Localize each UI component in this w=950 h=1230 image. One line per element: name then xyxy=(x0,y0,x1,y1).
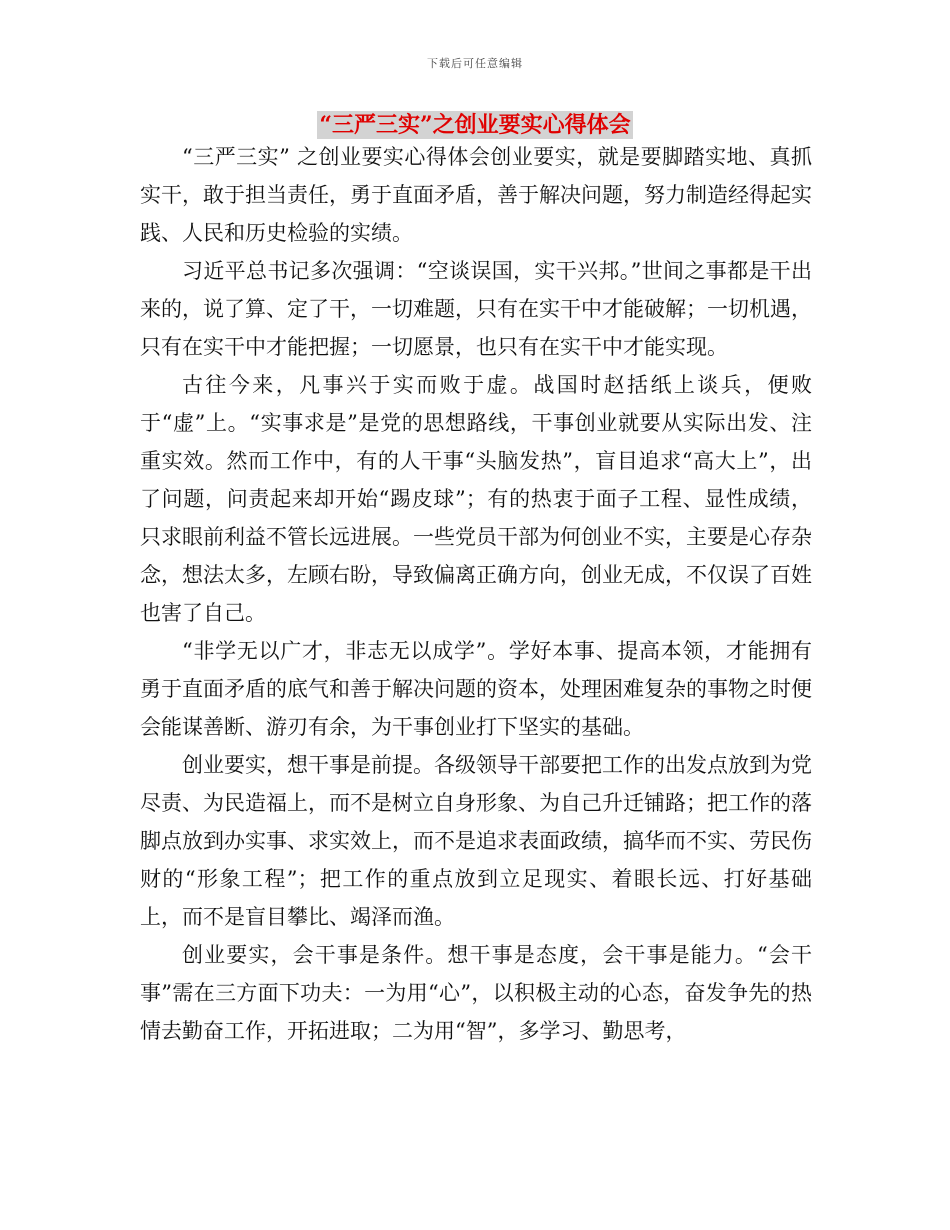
document-title: “三严三实”之创业要实心得体会 xyxy=(319,112,631,138)
paragraph-4: “非学无以广才，非志无以成学”。学好本事、提高本领，才能拥有勇于直面矛盾的底气和善于解决问题的资本，处理困难复杂的事物之时便会能谋善断、游刃有余，为干事创业打下坚实的基础。 xyxy=(140,639,812,739)
title-container xyxy=(0,111,950,139)
header-note: 下载后可任意编辑 xyxy=(427,57,523,70)
paragraph-5: 创业要实，想干事是前提。各级领导干部要把工作的出发点放到为党尽责、为民造福上，而不是树立自身形象、为自己升迁铺路；把工作的落脚点放到办实事、求实效上，而不是追求表面政绩，搞华而不实、劳民伤财的“形象工程”；把工作的重点放到立足现实、着眼长远、打好基础上，而不是盲目攀比、竭泽而渔。 xyxy=(140,753,812,929)
document-body xyxy=(140,138,812,1050)
paragraph-1: “三严三实” 之创业要实心得体会创业要实，就是要脚踏实地、真抓实干，敢于担当责任，勇于直面矛盾，善于解决问题，努力制造经得起实践、人民和历史检验的实绩。 xyxy=(140,145,812,245)
paragraph-3: 古往今来，凡事兴于实而败于虚。战国时赵括纸上谈兵，便败于“虚”上。“实事求是”是党的思想路线，干事创业就要从实际出发、注重实效。然而工作中，有的人干事“头脑发热”，盲目追求“高大上”，出了问题，问责起来却开始“踢皮球”；有的热衷于面子工程、显性成绩，只求眼前利益不管长远进展。一些党员干部为何创业不实，主要是心存杂念，想法太多，左顾右盼，导致偏离正确方向，创业无成，不仅误了百姓也害了自己。 xyxy=(140,373,812,625)
paragraph-6: 创业要实，会干事是条件。想干事是态度，会干事是能力。“会干事”需在三方面下功夫：一为用“心”，以积极主动的心态，奋发争先的热情去勤奋工作，开拓进取；二为用“智”，多学习、勤思考， xyxy=(140,943,812,1043)
paragraph-2: 习近平总书记多次强调：“空谈误国，实干兴邦。”世间之事都是干出来的，说了算、定了干，一切难题，只有在实干中才能破解；一切机遇，只有在实干中才能把握；一切愿景，也只有在实干中才能实现。 xyxy=(140,259,812,359)
